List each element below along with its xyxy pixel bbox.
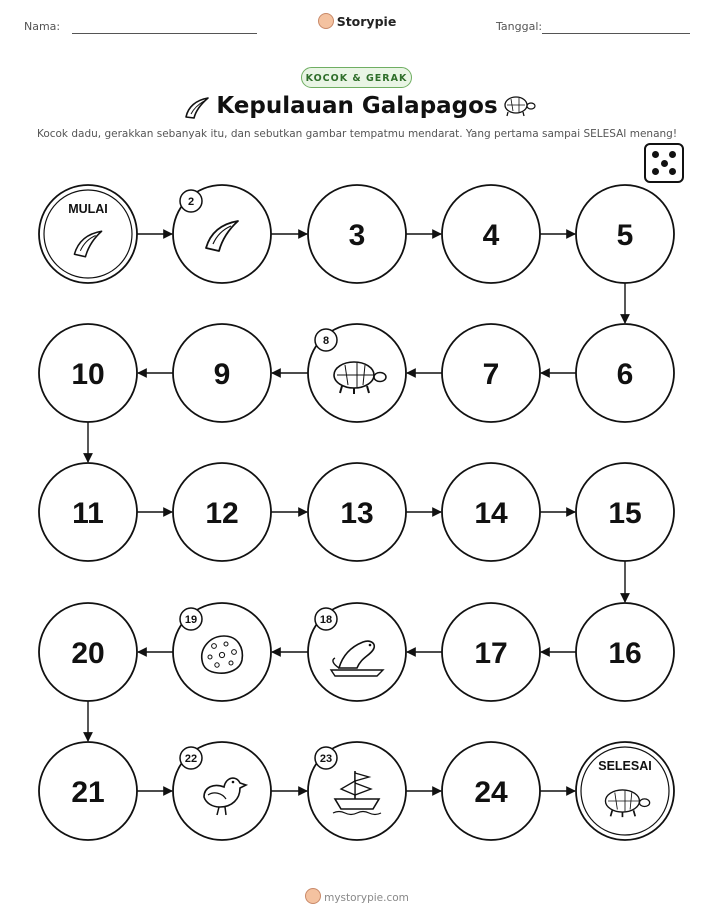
- lava-rock-icon: [202, 636, 243, 673]
- date-label: Tanggal:: [496, 20, 543, 33]
- space-label: SELESAI: [598, 759, 652, 773]
- space-16[interactable]: [576, 603, 674, 701]
- space-selesai[interactable]: [576, 742, 674, 840]
- brand-name: Storypie: [336, 14, 397, 29]
- space-9[interactable]: [173, 324, 271, 422]
- space-number-badge: 18: [319, 614, 333, 626]
- storypie-mascot-icon: [305, 888, 321, 904]
- space-number: 13: [340, 497, 374, 530]
- space-3[interactable]: [308, 185, 406, 283]
- space-7[interactable]: [442, 324, 540, 422]
- space-number: 3: [348, 219, 366, 252]
- space-14[interactable]: [442, 463, 540, 561]
- space-number: 11: [72, 497, 104, 530]
- space-number: 16: [608, 637, 642, 670]
- space-19[interactable]: [173, 603, 271, 701]
- space-number-badge: 22: [184, 753, 198, 765]
- space-10[interactable]: [39, 324, 137, 422]
- space-number: 6: [616, 358, 634, 391]
- name-label: Nama:: [24, 20, 61, 33]
- space-6[interactable]: [576, 324, 674, 422]
- instructions-text: Kocok dadu, gerakkan sebanyak itu, dan sebutkan gambar tempatmu mendarat. Yang pertama sampai SELESAI menang!: [36, 128, 678, 140]
- page-title: Kepulauan Galapagos: [216, 93, 498, 119]
- space-number-badge: 2: [187, 196, 195, 208]
- space-17[interactable]: [442, 603, 540, 701]
- space-number: 20: [71, 637, 105, 670]
- space-number: 24: [474, 776, 508, 809]
- space-number-badge: 23: [319, 753, 333, 765]
- space-number: 9: [213, 358, 231, 391]
- space-number: 12: [205, 497, 239, 530]
- space-15[interactable]: [576, 463, 674, 561]
- space-number: 17: [474, 637, 508, 670]
- space-number: 21: [71, 776, 105, 809]
- space-number: 15: [608, 497, 642, 530]
- space-11[interactable]: [39, 463, 137, 561]
- space-23[interactable]: [308, 742, 406, 840]
- space-13[interactable]: [308, 463, 406, 561]
- space-5[interactable]: [576, 185, 674, 283]
- space-mulai[interactable]: [39, 185, 137, 283]
- footer-url: mystorypie.com: [324, 892, 409, 904]
- space-22[interactable]: [173, 742, 271, 840]
- space-24[interactable]: [442, 742, 540, 840]
- space-18[interactable]: [308, 603, 406, 701]
- space-number-badge: 19: [184, 614, 198, 626]
- space-12[interactable]: [173, 463, 271, 561]
- space-number-badge: 8: [322, 335, 330, 347]
- space-20[interactable]: [39, 603, 137, 701]
- activity-badge: KOCOK & GERAK: [301, 67, 412, 88]
- space-number: 4: [482, 219, 500, 252]
- space-21[interactable]: [39, 742, 137, 840]
- space-number: 5: [616, 219, 634, 252]
- footer-website: [0, 888, 714, 904]
- space-number: 10: [71, 358, 105, 391]
- space-2[interactable]: [173, 185, 271, 283]
- space-number: 14: [474, 497, 508, 530]
- space-number: 7: [482, 358, 500, 391]
- space-4[interactable]: [442, 185, 540, 283]
- space-8[interactable]: [308, 324, 406, 422]
- space-label: MULAI: [68, 202, 108, 216]
